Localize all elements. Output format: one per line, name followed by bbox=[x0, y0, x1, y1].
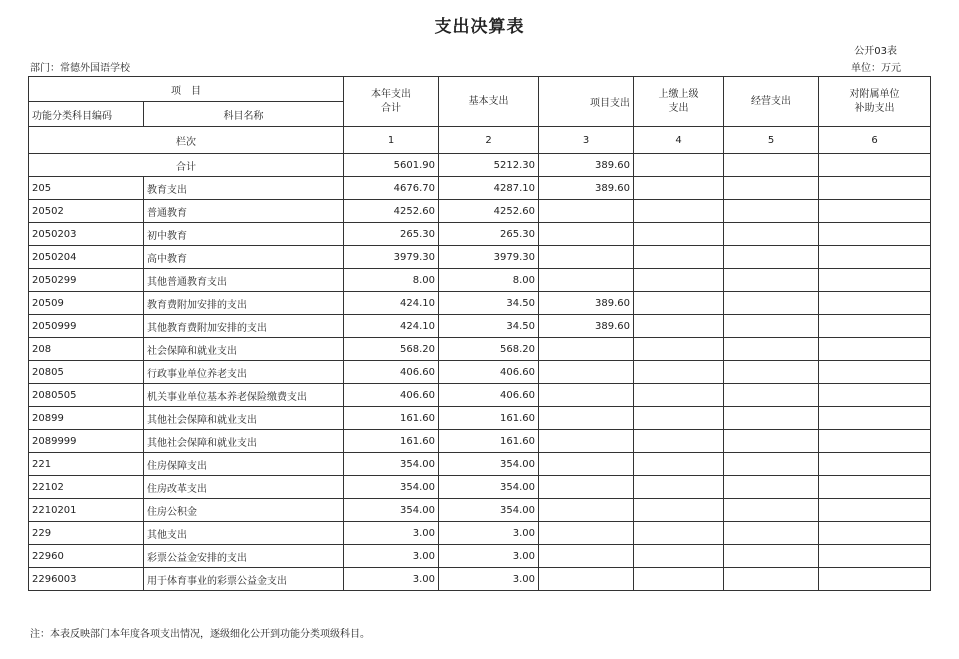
item-project bbox=[539, 430, 634, 453]
item-name: 初中教育 bbox=[144, 223, 344, 246]
item-subsidy bbox=[819, 568, 931, 591]
header-upper-line1: 上缴上级 bbox=[658, 88, 699, 100]
item-subsidy bbox=[819, 269, 931, 292]
item-total: 3.00 bbox=[344, 522, 439, 545]
item-subsidy bbox=[819, 545, 931, 568]
table-row bbox=[29, 545, 931, 568]
item-total: 4252.60 bbox=[344, 200, 439, 223]
item-basic: 161.60 bbox=[439, 407, 539, 430]
item-total: 568.20 bbox=[344, 338, 439, 361]
item-upper bbox=[634, 568, 724, 591]
item-subsidy bbox=[819, 338, 931, 361]
header-total-line1: 本年支出 bbox=[371, 88, 411, 100]
item-project bbox=[539, 200, 634, 223]
expenditure-table bbox=[28, 76, 931, 591]
item-code: 208 bbox=[29, 338, 144, 361]
item-project: 389.60 bbox=[539, 315, 634, 338]
item-name: 用于体育事业的彩票公益金支出 bbox=[144, 568, 344, 591]
item-code: 20509 bbox=[29, 292, 144, 315]
item-total: 161.60 bbox=[344, 430, 439, 453]
item-business bbox=[724, 522, 819, 545]
item-name: 住房公积金 bbox=[144, 499, 344, 522]
item-business bbox=[724, 338, 819, 361]
item-project bbox=[539, 476, 634, 499]
item-upper bbox=[634, 407, 724, 430]
table-row bbox=[29, 499, 931, 522]
item-code: 2296003 bbox=[29, 568, 144, 591]
item-name: 其他社会保障和就业支出 bbox=[144, 407, 344, 430]
item-code: 205 bbox=[29, 177, 144, 200]
item-project: 389.60 bbox=[539, 177, 634, 200]
item-basic: 3.00 bbox=[439, 568, 539, 591]
form-number: 公开03表 bbox=[854, 46, 897, 57]
header-subsidy-line2: 补助支出 bbox=[854, 102, 895, 114]
item-code: 2089999 bbox=[29, 430, 144, 453]
item-business bbox=[724, 407, 819, 430]
item-basic: 8.00 bbox=[439, 269, 539, 292]
item-project bbox=[539, 568, 634, 591]
item-code: 229 bbox=[29, 522, 144, 545]
item-total: 406.60 bbox=[344, 361, 439, 384]
header-upper-line2: 支出 bbox=[668, 102, 689, 114]
item-project bbox=[539, 384, 634, 407]
item-subsidy bbox=[819, 430, 931, 453]
item-project bbox=[539, 545, 634, 568]
item-name: 其他普通教育支出 bbox=[144, 269, 344, 292]
item-basic: 406.60 bbox=[439, 361, 539, 384]
item-upper bbox=[634, 246, 724, 269]
header-code: 功能分类科目编码 bbox=[29, 102, 144, 127]
item-subsidy bbox=[819, 476, 931, 499]
item-business bbox=[724, 545, 819, 568]
sum-total: 5601.90 bbox=[344, 154, 439, 177]
item-upper bbox=[634, 545, 724, 568]
item-upper bbox=[634, 430, 724, 453]
item-code: 2050299 bbox=[29, 269, 144, 292]
item-upper bbox=[634, 338, 724, 361]
item-upper bbox=[634, 223, 724, 246]
item-upper bbox=[634, 361, 724, 384]
sum-subsidy bbox=[819, 154, 931, 177]
table-row bbox=[29, 568, 931, 591]
item-basic: 161.60 bbox=[439, 430, 539, 453]
item-code: 2210201 bbox=[29, 499, 144, 522]
item-project bbox=[539, 453, 634, 476]
page-title: 支出决算表 bbox=[434, 17, 525, 37]
item-code: 221 bbox=[29, 453, 144, 476]
table-row bbox=[29, 407, 931, 430]
item-project bbox=[539, 522, 634, 545]
item-code: 2050204 bbox=[29, 246, 144, 269]
item-code: 2050203 bbox=[29, 223, 144, 246]
item-code: 22960 bbox=[29, 545, 144, 568]
item-name: 其他社会保障和就业支出 bbox=[144, 430, 344, 453]
item-basic: 3979.30 bbox=[439, 246, 539, 269]
item-subsidy bbox=[819, 292, 931, 315]
header-item: 项 目 bbox=[29, 77, 344, 102]
department-label: 部门：常德外国语学校 bbox=[30, 63, 130, 74]
item-total: 354.00 bbox=[344, 453, 439, 476]
item-code: 20899 bbox=[29, 407, 144, 430]
item-total: 8.00 bbox=[344, 269, 439, 292]
item-upper bbox=[634, 269, 724, 292]
header-total bbox=[344, 77, 439, 127]
table-row bbox=[29, 223, 931, 246]
table-row bbox=[29, 476, 931, 499]
item-name: 普通教育 bbox=[144, 200, 344, 223]
item-name: 其他教育费附加安排的支出 bbox=[144, 315, 344, 338]
item-basic: 4252.60 bbox=[439, 200, 539, 223]
item-basic: 3.00 bbox=[439, 522, 539, 545]
item-name: 住房保障支出 bbox=[144, 453, 344, 476]
sum-project: 389.60 bbox=[539, 154, 634, 177]
sum-label: 合计 bbox=[29, 154, 344, 177]
item-name: 教育费附加安排的支出 bbox=[144, 292, 344, 315]
item-basic: 34.50 bbox=[439, 292, 539, 315]
item-subsidy bbox=[819, 384, 931, 407]
item-name: 彩票公益金安排的支出 bbox=[144, 545, 344, 568]
table-row bbox=[29, 430, 931, 453]
item-upper bbox=[634, 476, 724, 499]
item-upper bbox=[634, 499, 724, 522]
item-total: 161.60 bbox=[344, 407, 439, 430]
item-business bbox=[724, 315, 819, 338]
header-basic: 基本支出 bbox=[439, 77, 539, 127]
item-business bbox=[724, 223, 819, 246]
item-subsidy bbox=[819, 453, 931, 476]
header-subsidy bbox=[819, 77, 931, 127]
item-basic: 4287.10 bbox=[439, 177, 539, 200]
item-business bbox=[724, 453, 819, 476]
item-basic: 406.60 bbox=[439, 384, 539, 407]
item-name: 机关事业单位基本养老保险缴费支出 bbox=[144, 384, 344, 407]
item-business bbox=[724, 177, 819, 200]
col-num-1: 1 bbox=[344, 127, 439, 154]
item-total: 424.10 bbox=[344, 292, 439, 315]
sum-basic: 5212.30 bbox=[439, 154, 539, 177]
sum-row bbox=[29, 154, 931, 177]
item-upper bbox=[634, 292, 724, 315]
item-project bbox=[539, 407, 634, 430]
item-upper bbox=[634, 384, 724, 407]
item-code: 22102 bbox=[29, 476, 144, 499]
item-basic: 3.00 bbox=[439, 545, 539, 568]
item-basic: 34.50 bbox=[439, 315, 539, 338]
item-business bbox=[724, 476, 819, 499]
item-basic: 354.00 bbox=[439, 499, 539, 522]
item-subsidy bbox=[819, 315, 931, 338]
header-project: 项目支出 bbox=[539, 77, 634, 127]
item-total: 424.10 bbox=[344, 315, 439, 338]
unit-label: 单位：万元 bbox=[851, 63, 901, 74]
header-total-line2: 合计 bbox=[381, 102, 401, 114]
item-subsidy bbox=[819, 499, 931, 522]
item-project: 389.60 bbox=[539, 292, 634, 315]
item-total: 354.00 bbox=[344, 499, 439, 522]
item-upper bbox=[634, 522, 724, 545]
item-name: 社会保障和就业支出 bbox=[144, 338, 344, 361]
col-num-2: 2 bbox=[439, 127, 539, 154]
item-subsidy bbox=[819, 522, 931, 545]
table-row bbox=[29, 177, 931, 200]
item-business bbox=[724, 200, 819, 223]
item-subsidy bbox=[819, 177, 931, 200]
table-row bbox=[29, 384, 931, 407]
item-project bbox=[539, 499, 634, 522]
item-upper bbox=[634, 453, 724, 476]
item-subsidy bbox=[819, 246, 931, 269]
item-total: 3979.30 bbox=[344, 246, 439, 269]
item-business bbox=[724, 269, 819, 292]
item-total: 265.30 bbox=[344, 223, 439, 246]
column-label: 栏次 bbox=[29, 127, 344, 154]
table-row bbox=[29, 246, 931, 269]
item-name: 住房改革支出 bbox=[144, 476, 344, 499]
item-subsidy bbox=[819, 361, 931, 384]
table-row bbox=[29, 453, 931, 476]
item-code: 20502 bbox=[29, 200, 144, 223]
item-basic: 354.00 bbox=[439, 476, 539, 499]
item-name: 教育支出 bbox=[144, 177, 344, 200]
item-project bbox=[539, 223, 634, 246]
item-business bbox=[724, 361, 819, 384]
col-num-4: 4 bbox=[634, 127, 724, 154]
item-code: 2050999 bbox=[29, 315, 144, 338]
item-business bbox=[724, 292, 819, 315]
header-subsidy-line1: 对附属单位 bbox=[849, 88, 900, 100]
sum-upper bbox=[634, 154, 724, 177]
item-name: 行政事业单位养老支出 bbox=[144, 361, 344, 384]
item-upper bbox=[634, 315, 724, 338]
item-business bbox=[724, 384, 819, 407]
item-code: 20805 bbox=[29, 361, 144, 384]
item-total: 406.60 bbox=[344, 384, 439, 407]
item-upper bbox=[634, 177, 724, 200]
item-subsidy bbox=[819, 200, 931, 223]
header-business: 经营支出 bbox=[724, 77, 819, 127]
sum-business bbox=[724, 154, 819, 177]
header-upper bbox=[634, 77, 724, 127]
item-code: 2080505 bbox=[29, 384, 144, 407]
item-total: 3.00 bbox=[344, 568, 439, 591]
footnote: 注：本表反映部门本年度各项支出情况，逐级细化公开到功能分类项级科目。 bbox=[30, 629, 370, 640]
item-total: 4676.70 bbox=[344, 177, 439, 200]
item-name: 高中教育 bbox=[144, 246, 344, 269]
item-project bbox=[539, 338, 634, 361]
item-basic: 568.20 bbox=[439, 338, 539, 361]
col-num-3: 3 bbox=[539, 127, 634, 154]
item-business bbox=[724, 246, 819, 269]
item-upper bbox=[634, 200, 724, 223]
header-name: 科目名称 bbox=[144, 102, 344, 127]
item-project bbox=[539, 361, 634, 384]
item-business bbox=[724, 499, 819, 522]
item-subsidy bbox=[819, 223, 931, 246]
table-row bbox=[29, 292, 931, 315]
item-total: 354.00 bbox=[344, 476, 439, 499]
table-row bbox=[29, 338, 931, 361]
item-subsidy bbox=[819, 407, 931, 430]
table-row bbox=[29, 200, 931, 223]
item-name: 其他支出 bbox=[144, 522, 344, 545]
item-business bbox=[724, 430, 819, 453]
item-project bbox=[539, 269, 634, 292]
table-row bbox=[29, 522, 931, 545]
table-row bbox=[29, 361, 931, 384]
item-basic: 354.00 bbox=[439, 453, 539, 476]
col-num-6: 6 bbox=[819, 127, 931, 154]
item-business bbox=[724, 568, 819, 591]
item-basic: 265.30 bbox=[439, 223, 539, 246]
table-row bbox=[29, 269, 931, 292]
table-row bbox=[29, 315, 931, 338]
col-num-5: 5 bbox=[724, 127, 819, 154]
item-project bbox=[539, 246, 634, 269]
item-total: 3.00 bbox=[344, 545, 439, 568]
